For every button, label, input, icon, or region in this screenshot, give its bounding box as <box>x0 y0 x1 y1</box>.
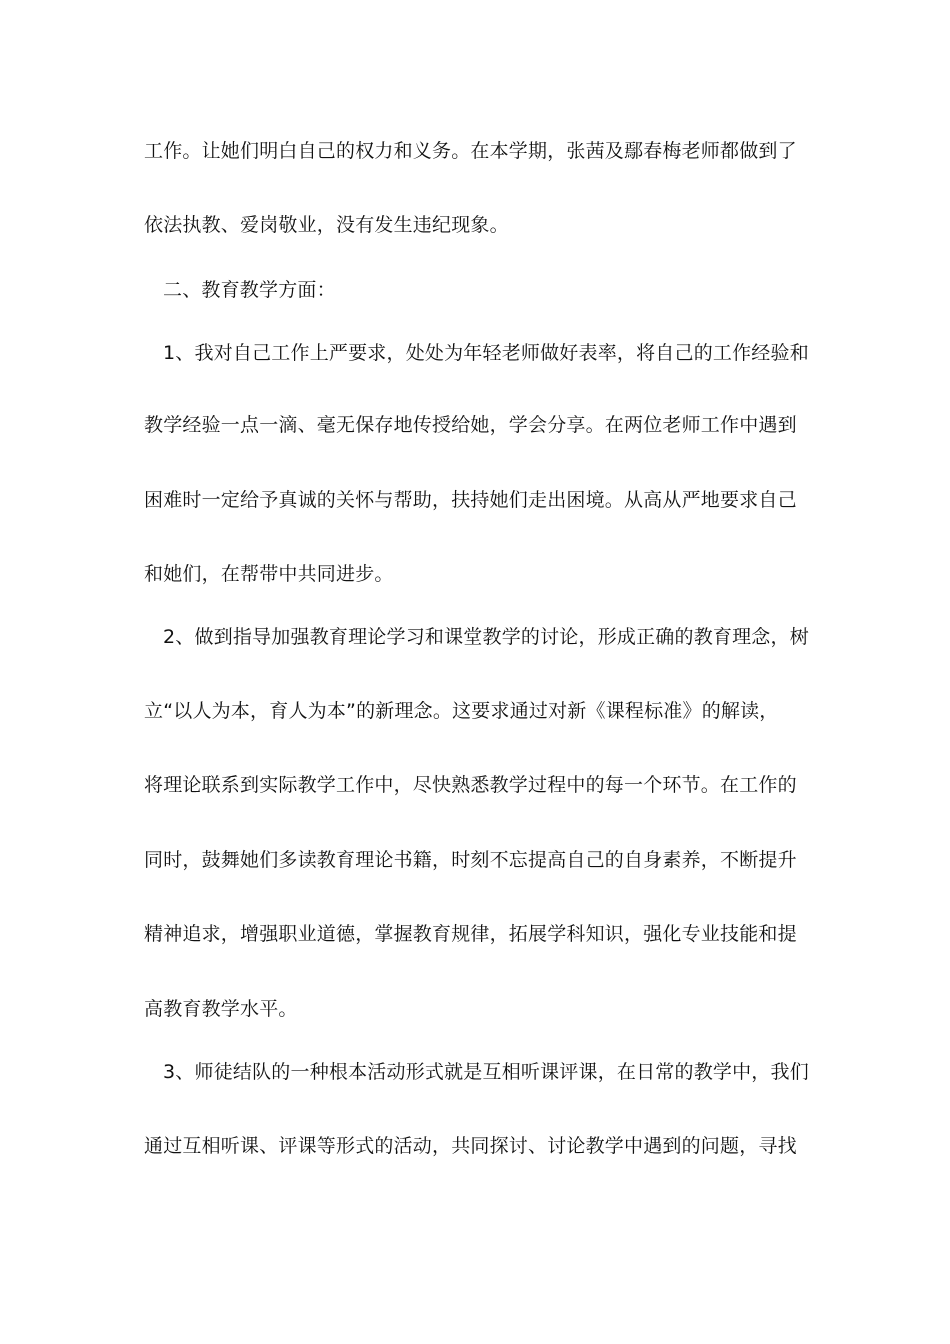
paragraph-line: 同时，鼓舞她们多读教育理论书籍，时刻不忘提高自己的自身素养，不断提升 <box>144 849 797 871</box>
paragraph-line: 精神追求，增强职业道德，掌握教育规律，拓展学科知识，强化专业技能和提 <box>144 923 797 945</box>
section-heading: 二、教育教学方面： <box>163 279 336 301</box>
paragraph-line: 依法执教、爱岗敬业，没有发生违纪现象。 <box>144 214 509 236</box>
paragraph-line: 2、做到指导加强教育理论学习和课堂教学的讨论，形成正确的教育理念，树 <box>163 626 809 648</box>
paragraph-line: 通过互相听课、评课等形式的活动，共同探讨、讨论教学中遇到的问题，寻找 <box>144 1135 797 1157</box>
paragraph-line: 教学经验一点一滴、毫无保存地传授给她，学会分享。在两位老师工作中遇到 <box>144 414 797 436</box>
paragraph-line: 将理论联系到实际教学工作中，尽快熟悉教学过程中的每一个环节。在工作的 <box>144 774 797 796</box>
paragraph-line: 困难时一定给予真诚的关怀与帮助，扶持她们走出困境。从高从严地要求自己 <box>144 489 797 511</box>
paragraph-line: 和她们，在帮带中共同进步。 <box>144 563 394 585</box>
paragraph-line: 立“以人为本，育人为本”的新理念。这要求通过对新《课程标准》的解读， <box>144 700 779 722</box>
paragraph-line: 1、我对自己工作上严要求，处处为年轻老师做好表率，将自己的工作经验和 <box>163 342 809 364</box>
paragraph-line: 3、师徒结队的一种根本活动形式就是互相听课评课，在日常的教学中，我们 <box>163 1061 809 1083</box>
paragraph-line: 工作。让她们明白自己的权力和义务。在本学期，张茜及鄢春梅老师都做到了 <box>144 140 797 162</box>
paragraph-line: 高教育教学水平。 <box>144 998 298 1020</box>
